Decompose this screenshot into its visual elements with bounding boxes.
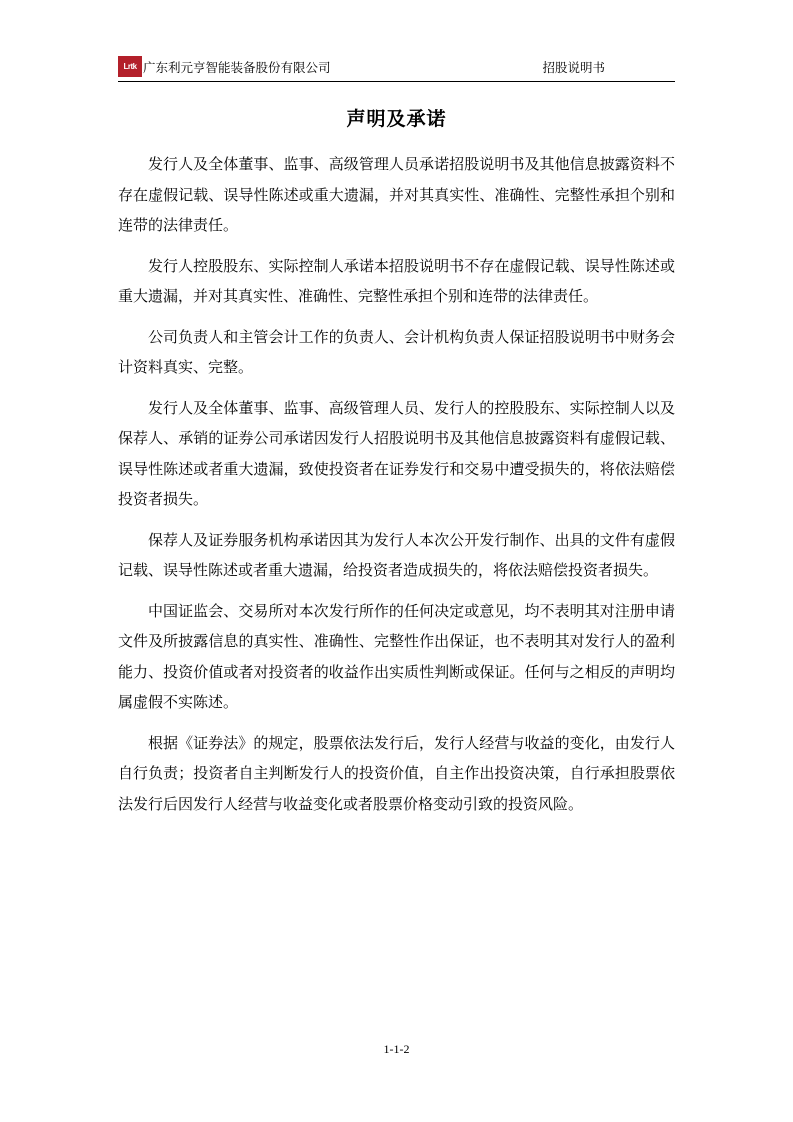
document-type: 招股说明书 [542,60,605,75]
paragraph-3: 公司负责人和主管会计工作的负责人、会计机构负责人保证招股说明书中财务会计资料真实、完整。 [118,327,675,376]
company-logo [118,56,142,77]
page-title: 声明及承诺 [346,108,447,130]
page-number: 1-1-2 [383,1042,410,1056]
company-name: 广东利元亨智能装备股份有限公司 [143,60,331,75]
page-footer [0,1041,793,1057]
paragraph-5: 保荐人及证券服务机构承诺因其为发行人本次公开发行制作、出具的文件有虚假记载、误导性陈述或者重大遗漏，给投资者造成损失的，将依法赔偿投资者损失。 [118,530,675,579]
statement-body [118,149,675,829]
logo-text: Lrtk [123,62,137,71]
page-header [118,54,675,82]
paragraph-4: 发行人及全体董事、监事、高级管理人员、发行人的控股股东、实际控制人以及保荐人、承销的证券公司承诺因发行人招股说明书及其他信息披露资料有虚假记载、误导性陈述或者重大遗漏，致使投资者在证券发行和交易中遭受损失的，将依法赔偿投资者损失。 [118,398,675,508]
paragraph-2: 发行人控股股东、实际控制人承诺本招股说明书不存在虚假记载、误导性陈述或重大遗漏，并对其真实性、准确性、完整性承担个别和连带的法律责任。 [118,256,675,305]
paragraph-6: 中国证监会、交易所对本次发行所作的任何决定或意见，均不表明其对注册申请文件及所披露信息的真实性、准确性、完整性作出保证，也不表明其对发行人的盈利能力、投资价值或者对投资者的收益作出实质性判断或保证。任何与之相反的声明均属虚假不实陈述。 [118,601,675,711]
paragraph-1: 发行人及全体董事、监事、高级管理人员承诺招股说明书及其他信息披露资料不存在虚假记载、误导性陈述或重大遗漏，并对其真实性、准确性、完整性承担个别和连带的法律责任。 [118,155,675,234]
paragraph-7: 根据《证券法》的规定，股票依法发行后，发行人经营与收益的变化，由发行人自行负责；投资者自主判断发行人的投资价值，自主作出投资决策，自行承担股票依法发行后因发行人经营与收益变化或者股票价格变动引致的投资风险。 [118,733,675,813]
